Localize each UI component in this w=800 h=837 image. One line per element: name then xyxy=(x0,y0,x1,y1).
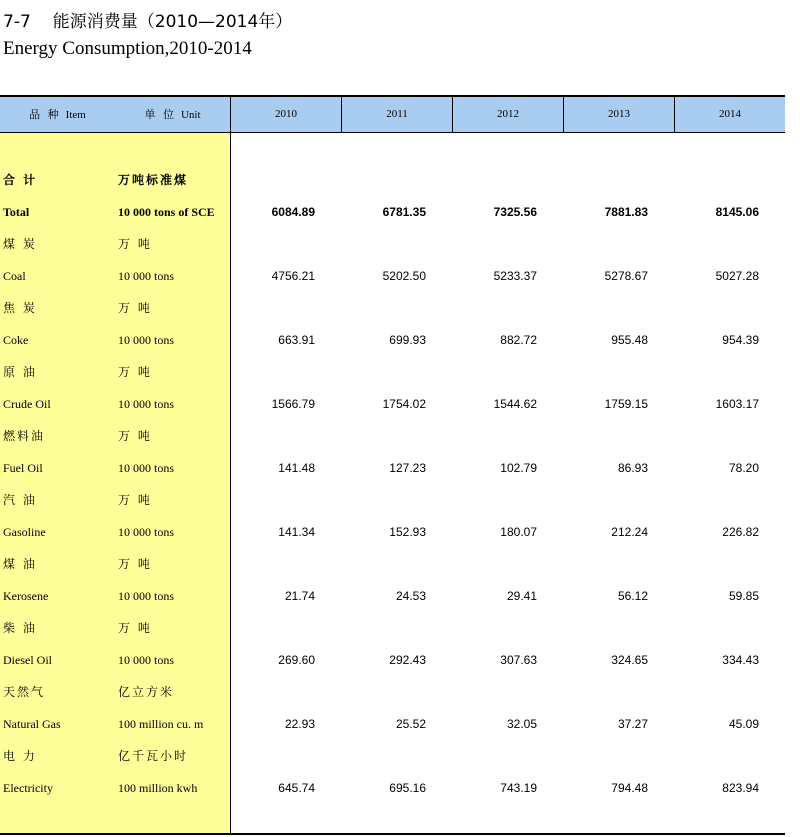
value-cell: 45.09 xyxy=(728,717,759,731)
value-cell: 127.23 xyxy=(389,461,426,475)
value-cell: 794.48 xyxy=(611,781,648,795)
value-cell: 954.39 xyxy=(722,333,759,347)
table-row-cn xyxy=(0,548,785,580)
table-row-cn xyxy=(0,612,785,644)
value-cell: 8145.06 xyxy=(715,205,759,219)
header-unit xyxy=(115,97,230,132)
header-year: 2010 xyxy=(230,97,341,132)
item-en: Total xyxy=(3,205,30,219)
item-en: Gasoline xyxy=(3,525,46,539)
value-cell: 25.52 xyxy=(395,717,426,731)
table-row xyxy=(0,516,785,548)
unit-cn: 亿千瓦小时 xyxy=(118,749,189,763)
title-cn-text: 能源消费量（2010—2014年） xyxy=(52,12,293,32)
item-en: Diesel Oil xyxy=(3,653,52,667)
value-cell: 695.16 xyxy=(389,781,426,795)
unit-en: 10 000 tons xyxy=(118,525,175,539)
value-cell: 24.53 xyxy=(395,589,426,603)
value-cell: 6084.89 xyxy=(271,205,315,219)
header-year: 2012 xyxy=(452,97,563,132)
unit-cn: 万 吨 xyxy=(118,621,152,635)
item-en: Coke xyxy=(3,333,29,347)
table-row xyxy=(0,452,785,484)
bottom-rule xyxy=(0,833,785,835)
unit-en: 10 000 tons xyxy=(118,461,175,475)
table-header xyxy=(0,97,785,133)
header-unit-cn: 单 位 xyxy=(144,108,176,121)
value-cell: 5233.37 xyxy=(493,269,537,283)
value-cell: 102.79 xyxy=(500,461,537,475)
value-cell: 37.27 xyxy=(617,717,648,731)
value-cell: 180.07 xyxy=(500,525,537,539)
value-cell: 32.05 xyxy=(506,717,537,731)
unit-cn: 万 吨 xyxy=(118,237,152,251)
unit-cn: 万 吨 xyxy=(118,301,152,315)
item-cn: 煤 油 xyxy=(3,557,37,571)
value-cell: 141.34 xyxy=(278,525,315,539)
table-row xyxy=(0,260,785,292)
value-cell: 823.94 xyxy=(722,781,759,795)
item-en: Coal xyxy=(3,269,26,283)
table-row-cn xyxy=(0,740,785,772)
unit-cn: 万 吨 xyxy=(118,557,152,571)
table-row-cn xyxy=(0,420,785,452)
value-cell: 307.63 xyxy=(500,653,537,667)
table-row-cn xyxy=(0,228,785,260)
table-row xyxy=(0,644,785,676)
value-cell: 663.91 xyxy=(278,333,315,347)
header-year: 2013 xyxy=(563,97,674,132)
value-cell: 78.20 xyxy=(728,461,759,475)
item-cn: 燃料油 xyxy=(3,429,46,443)
table-row-cn xyxy=(0,676,785,708)
value-cell: 86.93 xyxy=(617,461,648,475)
table-title-cn xyxy=(3,7,292,32)
value-cell: 1566.79 xyxy=(271,397,315,411)
value-cell: 226.82 xyxy=(722,525,759,539)
unit-cn: 万 吨 xyxy=(118,493,152,507)
header-item-cn: 品 种 xyxy=(29,108,61,121)
unit-en: 100 million cu. m xyxy=(118,717,204,731)
table-row xyxy=(0,708,785,740)
value-cell: 22.93 xyxy=(284,717,315,731)
item-en: Kerosene xyxy=(3,589,49,603)
unit-en: 10 000 tons xyxy=(118,333,175,347)
item-cn: 天然气 xyxy=(3,685,46,699)
value-cell: 1603.17 xyxy=(715,397,759,411)
item-cn: 柴 油 xyxy=(3,621,37,635)
unit-en: 10 000 tons xyxy=(118,653,175,667)
value-cell: 334.43 xyxy=(722,653,759,667)
header-year: 2011 xyxy=(341,97,452,132)
value-cell: 59.85 xyxy=(728,589,759,603)
item-cn: 电 力 xyxy=(3,749,37,763)
value-cell: 5278.67 xyxy=(604,269,648,283)
value-cell: 269.60 xyxy=(278,653,315,667)
item-cn: 汽 油 xyxy=(3,493,37,507)
unit-cn: 万 吨 xyxy=(118,365,152,379)
item-en: Natural Gas xyxy=(3,717,61,731)
unit-en: 100 million kwh xyxy=(118,781,198,795)
value-cell: 955.48 xyxy=(611,333,648,347)
unit-en: 10 000 tons xyxy=(118,269,175,283)
header-item xyxy=(0,97,115,132)
table-row xyxy=(0,388,785,420)
value-cell: 7881.83 xyxy=(604,205,648,219)
value-cell: 1544.62 xyxy=(493,397,537,411)
unit-en: 10 000 tons xyxy=(118,589,175,603)
unit-cn: 万吨标准煤 xyxy=(118,173,189,187)
unit-en: 10 000 tons xyxy=(118,397,175,411)
header-item-en: Item xyxy=(65,109,86,121)
item-cn: 原 油 xyxy=(3,365,37,379)
value-cell: 5027.28 xyxy=(715,269,759,283)
value-cell: 152.93 xyxy=(389,525,426,539)
table-row-cn xyxy=(0,356,785,388)
table-row xyxy=(0,196,785,228)
value-cell: 292.43 xyxy=(389,653,426,667)
value-cell: 1754.02 xyxy=(382,397,426,411)
value-cell: 21.74 xyxy=(284,589,315,603)
value-cell: 141.48 xyxy=(278,461,315,475)
item-cn: 焦 炭 xyxy=(3,301,37,315)
table-row xyxy=(0,324,785,356)
table-row-cn xyxy=(0,292,785,324)
value-cell: 6781.35 xyxy=(382,205,426,219)
table-title-en: Energy Consumption,2010-2014 xyxy=(3,38,252,59)
table-body xyxy=(0,164,785,804)
value-cell: 29.41 xyxy=(506,589,537,603)
value-cell: 4756.21 xyxy=(271,269,315,283)
unit-cn: 亿立方米 xyxy=(118,685,175,699)
value-cell: 743.19 xyxy=(500,781,537,795)
table-row-cn xyxy=(0,164,785,196)
header-year: 2014 xyxy=(674,97,785,132)
table-row-cn xyxy=(0,484,785,516)
unit-cn: 万 吨 xyxy=(118,429,152,443)
value-cell: 5202.50 xyxy=(382,269,426,283)
item-cn: 煤 炭 xyxy=(3,237,37,251)
item-en: Crude Oil xyxy=(3,397,51,411)
value-cell: 882.72 xyxy=(500,333,537,347)
value-cell: 212.24 xyxy=(611,525,648,539)
item-en: Fuel Oil xyxy=(3,461,43,475)
value-cell: 699.93 xyxy=(389,333,426,347)
value-cell: 56.12 xyxy=(617,589,648,603)
value-cell: 7325.56 xyxy=(493,205,537,219)
item-en: Electricity xyxy=(3,781,53,795)
value-cell: 1759.15 xyxy=(604,397,648,411)
value-cell: 645.74 xyxy=(278,781,315,795)
item-cn: 合 计 xyxy=(3,173,38,187)
table-row xyxy=(0,580,785,612)
unit-en: 10 000 tons of SCE xyxy=(118,205,215,219)
table-number: 7-7 xyxy=(3,12,31,32)
header-unit-en: Unit xyxy=(180,109,201,121)
table-row xyxy=(0,772,785,804)
value-cell: 324.65 xyxy=(611,653,648,667)
